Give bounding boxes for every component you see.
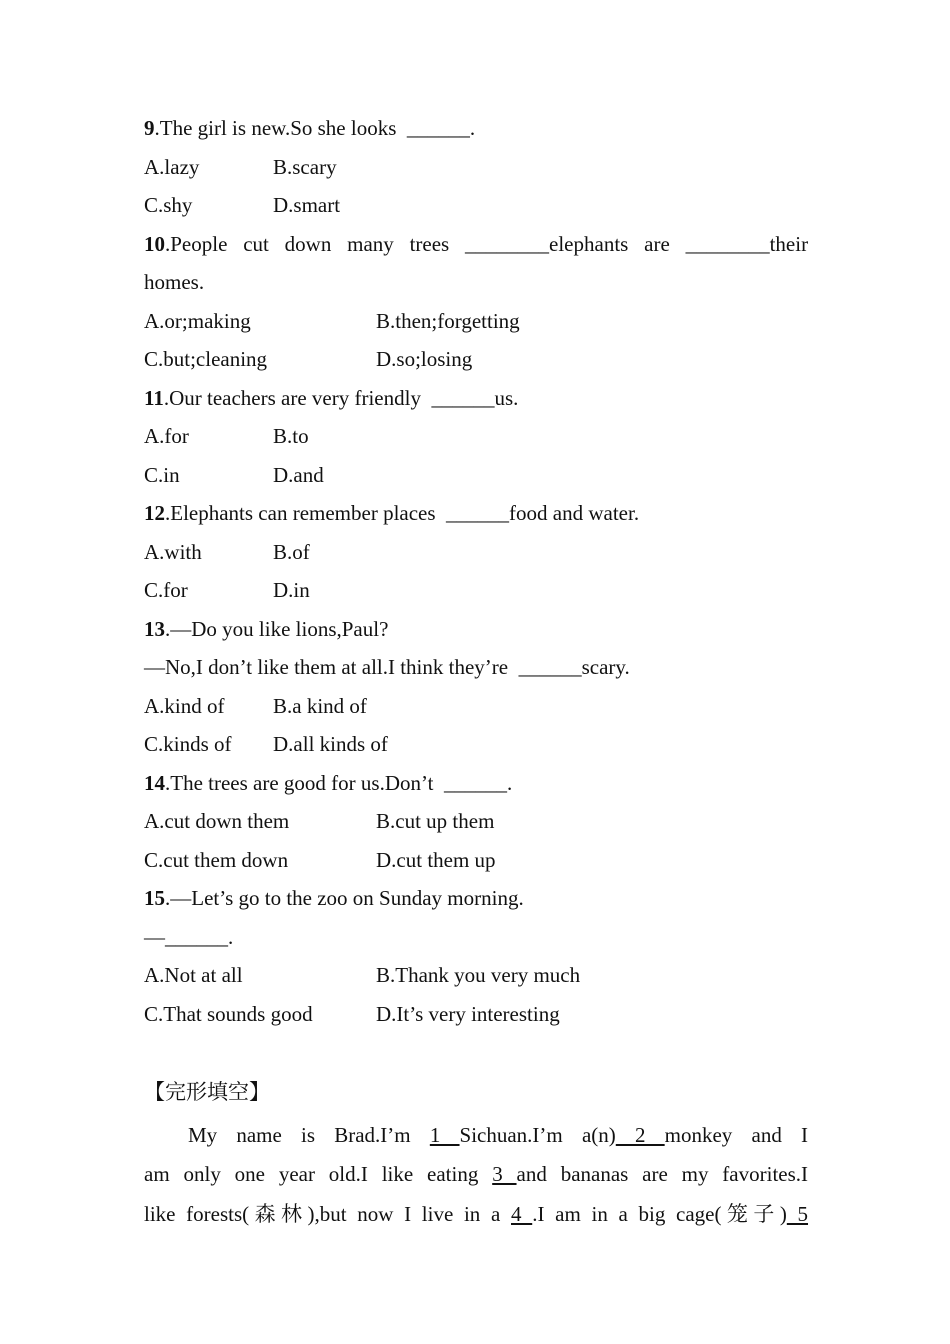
stem-word: many bbox=[347, 232, 394, 256]
question-9 bbox=[144, 114, 475, 142]
cloze-text: Sichuan.I’m a(n) bbox=[459, 1123, 616, 1147]
cloze-text: am only one year old.I like eating bbox=[144, 1162, 493, 1186]
option-d: D.It’s very interesting bbox=[376, 1002, 560, 1026]
question-number: 11 bbox=[144, 386, 164, 410]
stem-word: down bbox=[284, 232, 332, 256]
question-stem-continued: homes. bbox=[144, 270, 205, 294]
question-15 bbox=[144, 884, 524, 912]
question-stem: .The girl is new.So she looks ______. bbox=[154, 116, 476, 140]
option-c: C.for bbox=[144, 578, 188, 602]
question-stem: .Our teachers are very friendly ______us. bbox=[163, 386, 519, 410]
cloze-text: like forests(森林),but now I live in a bbox=[144, 1202, 511, 1226]
question-11 bbox=[144, 384, 518, 412]
cloze-blank-3: 3 bbox=[492, 1162, 517, 1186]
question-number: 9 bbox=[144, 116, 155, 140]
option-b: B.Thank you very much bbox=[376, 963, 581, 987]
option-c: C.cut them down bbox=[144, 848, 289, 872]
cloze-line-1 bbox=[144, 1121, 808, 1149]
stem-word: ________their bbox=[685, 232, 809, 256]
stem-word: cut bbox=[243, 232, 269, 256]
option-b: B.of bbox=[273, 540, 310, 564]
cloze-blank-1: 1 bbox=[429, 1123, 460, 1147]
option-a: A.Not at all bbox=[144, 963, 243, 987]
cloze-text: My name is Brad.I’m bbox=[188, 1123, 430, 1147]
option-c: C.kinds of bbox=[144, 732, 232, 756]
question-stem: .—Let’s go to the zoo on Sunday morning. bbox=[165, 886, 524, 910]
option-d: D.smart bbox=[273, 193, 341, 217]
option-b: B.cut up them bbox=[376, 809, 495, 833]
option-b: B.scary bbox=[273, 155, 337, 179]
question-stem: .—Do you like lions,Paul? bbox=[165, 617, 389, 641]
option-d: D.all kinds of bbox=[273, 732, 388, 756]
option-d: D.cut them up bbox=[376, 848, 496, 872]
option-a: A.kind of bbox=[144, 694, 225, 718]
option-c: C.shy bbox=[144, 193, 193, 217]
section-heading: 【完形填空】 bbox=[144, 1080, 270, 1104]
question-stem-continued: —No,I don’t like them at all.I think they’re ______scary. bbox=[144, 655, 630, 679]
option-c: C.in bbox=[144, 463, 180, 487]
cloze-text: .I am in a big cage(笼子) bbox=[532, 1202, 787, 1226]
question-10 bbox=[144, 230, 808, 258]
option-b: B.to bbox=[273, 424, 309, 448]
cloze-blank-4: 4 bbox=[511, 1202, 533, 1226]
stem-word: ________elephants bbox=[465, 232, 629, 256]
cloze-text: and bananas are my favorites.I bbox=[516, 1162, 809, 1186]
option-c: C.That sounds good bbox=[144, 1002, 313, 1026]
option-b: B.a kind of bbox=[273, 694, 367, 718]
option-a: A.cut down them bbox=[144, 809, 290, 833]
option-a: A.or;making bbox=[144, 309, 251, 333]
stem-word: .People bbox=[165, 232, 228, 256]
option-d: D.in bbox=[273, 578, 310, 602]
option-a: A.lazy bbox=[144, 155, 200, 179]
option-b: B.then;forgetting bbox=[376, 309, 520, 333]
question-12 bbox=[144, 499, 639, 527]
option-a: A.with bbox=[144, 540, 202, 564]
question-stem-continued: —______. bbox=[144, 925, 234, 949]
question-number: 14 bbox=[144, 771, 165, 795]
question-number: 12 bbox=[144, 501, 165, 525]
question-number: 10 bbox=[144, 232, 165, 256]
cloze-line-3 bbox=[144, 1200, 808, 1228]
option-d: D.and bbox=[273, 463, 324, 487]
option-d: D.so;losing bbox=[376, 347, 473, 371]
question-14 bbox=[144, 769, 512, 797]
option-a: A.for bbox=[144, 424, 189, 448]
cloze-blank-5: 5 bbox=[786, 1202, 809, 1226]
question-13 bbox=[144, 615, 388, 643]
cloze-text: monkey and I bbox=[664, 1123, 809, 1147]
stem-word: trees bbox=[409, 232, 450, 256]
cloze-blank-2: 2 bbox=[615, 1123, 665, 1147]
question-stem: .Elephants can remember places ______food and water. bbox=[165, 501, 640, 525]
cloze-line-2 bbox=[144, 1160, 808, 1188]
option-c: C.but;cleaning bbox=[144, 347, 268, 371]
question-number: 13 bbox=[144, 617, 165, 641]
question-number: 15 bbox=[144, 886, 165, 910]
stem-word: are bbox=[644, 232, 670, 256]
question-stem: .The trees are good for us.Don’t ______. bbox=[165, 771, 513, 795]
